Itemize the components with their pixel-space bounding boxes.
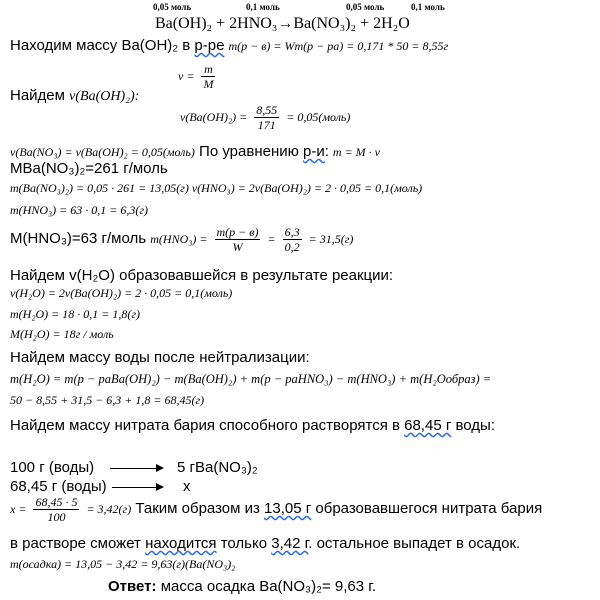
line-v-baoh2 [180,104,350,131]
text: По уравнению [194,143,304,160]
num: m [201,63,215,77]
v-label: v = [178,69,195,84]
proportion-right-1: 5 гBa(NO₃)₂ [177,459,258,476]
arrow-right-icon [112,487,162,488]
text: Найдем [10,87,70,104]
tail: воды: [451,417,495,434]
line-molar-bano3: MBa(NO₃)₂=261 г/моль [10,160,168,177]
text: в растворе сможет [10,535,146,552]
line-water-result: 50 − 8,55 + 31,5 − 6,3 + 1,8 = 68,45(г) [10,393,205,407]
coef-4: 0,1 моль [411,2,445,12]
text: Таким образом из [131,500,265,518]
num: 8,55 [256,103,278,117]
line-m-h2o: m(H₂O) = 18 · 0,1 = 1,8(г) [10,307,141,321]
formula: m(p − в) = Wm(p − pa) = 0,171 * 50 = 8,55г [228,39,449,53]
mid: только [216,535,272,552]
line-x-solution [10,496,542,523]
num: 6,3 [284,225,300,239]
wavy-word: р-ре [194,37,225,54]
fraction-2 [283,226,302,253]
formula: v(Ba(OH)₂): [69,89,140,104]
line-find-v [10,88,139,104]
fraction [33,496,79,523]
wavy-word: р-и [303,143,325,160]
fraction-1 [215,226,261,253]
formula2: m = M · v [332,145,381,159]
line-mass-baoh2 [10,38,448,54]
equals: = [267,232,276,247]
line-mass-hno3: m(HNO₃) = 63 · 0,1 = 6,3(г) [10,203,149,217]
answer-label: Ответ: [108,578,157,595]
coef-2: 0,1 моль [246,2,280,12]
rhs: = 31,5(г) [308,232,354,247]
tail: : [324,143,329,160]
proportion-right-2: x [183,478,191,495]
num: 68,45 · 5 [35,495,78,509]
line-water-balance: m(H₂O) = m(p − paBa(OH)₂) − m(Ba(OH)₂) + m(p − paHNO₃) − m(HNO₃) + m(H₂Oобраз) = [10,372,492,386]
rhs: = 0,05(моль) [286,110,351,125]
fraction [254,104,279,131]
lhs: v(Ba(OH)₂) = [180,110,248,125]
formula: v(Ba(NO₃) = v(Ba(OH)₂ = 0,05(моль) [10,145,195,159]
wavy-word: 3,42 г [271,535,309,552]
line-find-nitrate-mass [10,418,495,434]
den: 171 [257,118,276,132]
text: Найдем массу нитрата бария способного растворятся в [10,417,405,434]
den: W [232,240,243,254]
fraction-m-M [201,63,215,90]
coef-1: 0,05 моль [153,2,192,12]
den: M [203,77,214,91]
tail: . остальное выпадет в осадок. [308,535,521,552]
coef-3: 0,05 моль [346,2,385,12]
line-v-bano3 [10,144,380,160]
reaction-equation: Ba(OH)₂ + 2HNO₃→Ba(NO₃)₂ + 2H₂O [155,15,410,32]
den: 0,2 [284,240,300,254]
num: m(p − в) [216,225,259,239]
line-find-water-mass: Найдем массу воды после нейтрализации: [10,349,310,366]
line-solution-hno3 [10,226,353,253]
den: 100 [47,510,66,524]
answer-text: масса осадка Ba(NO₃)₂= 9,63 г. [156,578,377,595]
line-precipitate-mass: m(осадка) = 13,05 − 3,42 = 9,63(г)(Ba(NO₃)₂ [10,557,236,571]
wavy-word: находится [145,535,217,552]
answer-line [108,579,376,595]
tail: образовавшегося нитрата бария [311,500,543,518]
line-v-h2o: v(H₂O) = 2v(Ba(OH)₂) = 2 · 0,05 = 0,1(моль) [10,286,233,300]
line-find-v-h2o: Найдем v(H₂O) образовавшейся в результате реакции: [10,267,394,284]
lhs: x = [10,502,27,517]
wavy-word: 68,45 г [404,417,452,434]
proportion-left-1: 100 г (воды) [10,459,95,476]
line-molar-h2o: M(H₂O) = 18г / моль [10,327,114,341]
text: Находим массу Ba(OH)₂ в [10,37,195,54]
text: M(HNO₃)=63 г/моль [10,230,151,248]
line-conclusion [10,536,520,552]
line-mass-bano3: m(Ba(NO₃)₂) = 0,05 · 261 = 13,05(г) v(HNO₃) = 2v(Ba(OH)₂) = 2 · 0,05 = 0,1(моль) [10,181,423,195]
lhs: m(HNO₃) = [150,232,208,247]
line-v-formula [178,63,218,90]
arrow-right-icon [110,468,162,469]
rhs: = 3,42(г) [86,502,132,517]
proportion-left-2: 68,45 г (воды) [10,478,107,495]
wavy-word: 13,05 г [264,500,312,518]
